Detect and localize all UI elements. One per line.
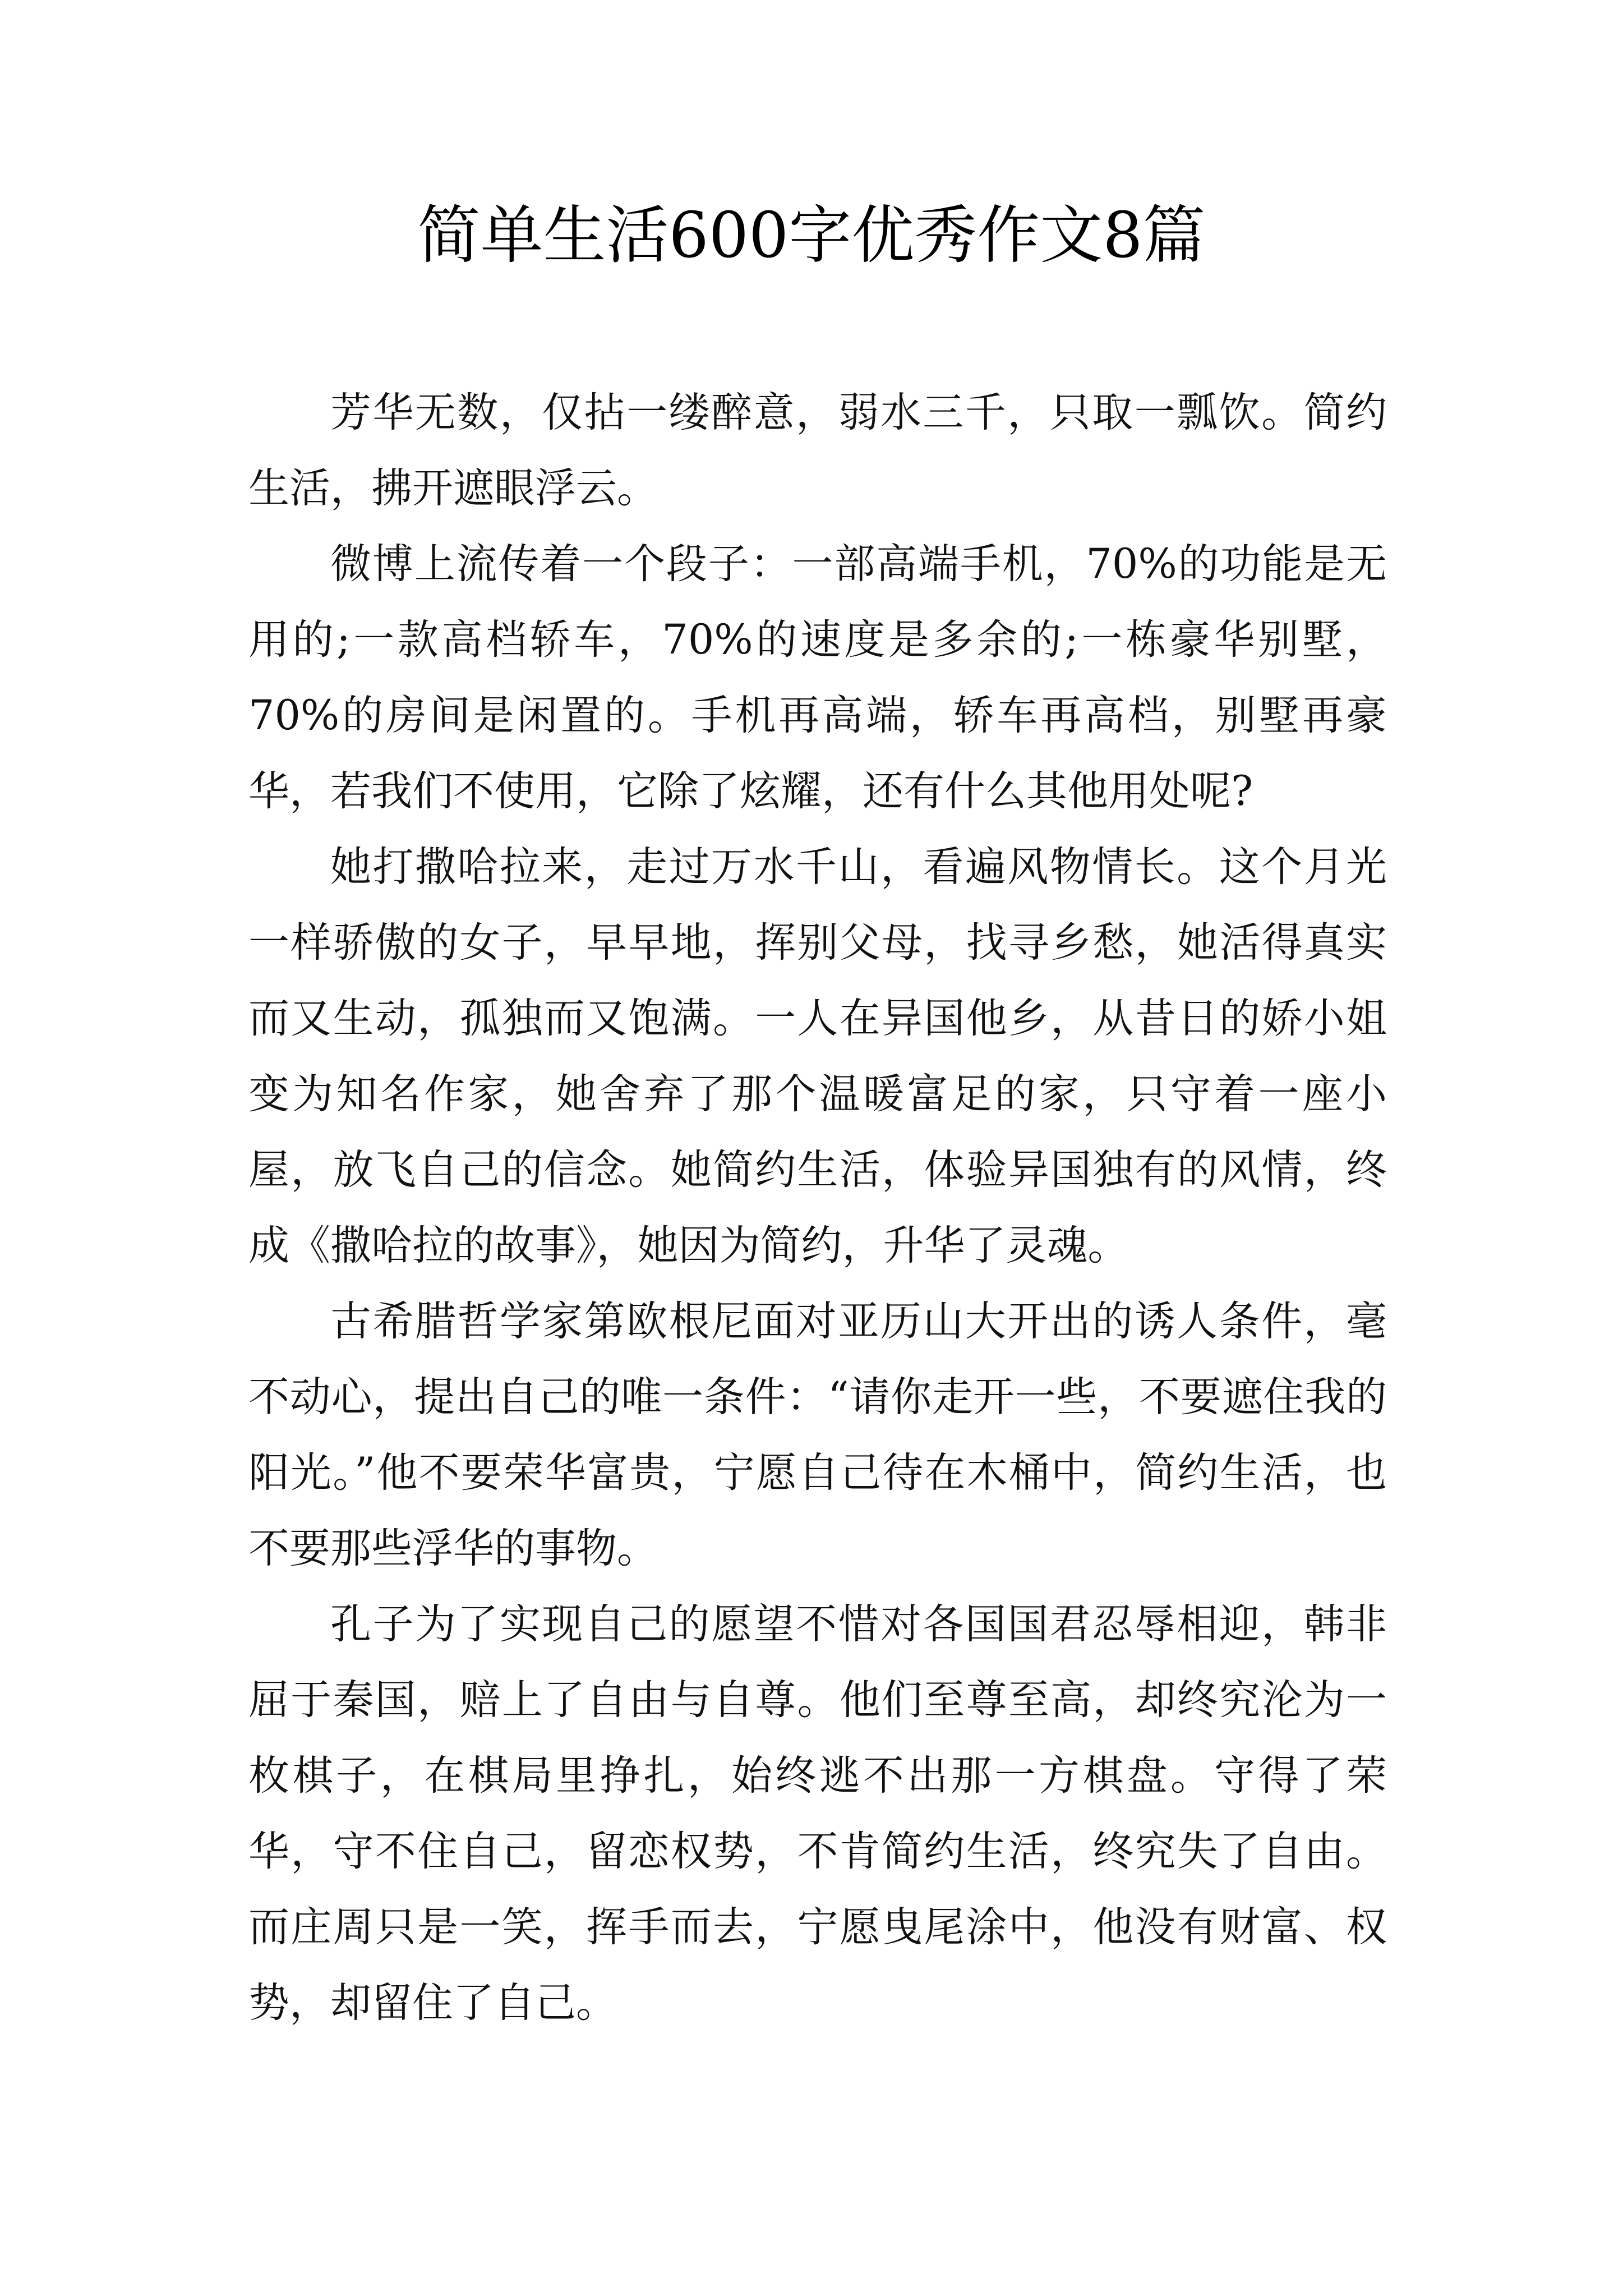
paragraph-1: 芳华无数，仅拈一缕醉意，弱水三千，只取一瓢饮。简约生活，拂开遮眼浮云。 <box>248 389 1387 512</box>
paragraph-2: 微博上流传着一个段子：一部高端手机，70%的功能是无用的;一款高档轿车，70%的速度是多余的;一栋豪华别墅，70%的房间是闲置的。手机再高端，轿车再高档，别墅再豪华，若我们不使用，它除了炫耀，还有什么其他用处呢? <box>248 540 1387 815</box>
paragraph-3: 她打撒哈拉来，走过万水千山，看遍风物情长。这个月光一样骄傲的女子，早早地，挥别父母，找寻乡愁，她活得真实而又生动，孤独而又饱满。一人在异国他乡，从昔日的娇小姐变为知名作家，她舍弃了那个温暖富足的家，只守着一座小屋，放飞自己的信念。她简约生活，体验异国独有的风情，终成《撒哈拉的故事》，她因为简约，升华了灵魂。 <box>248 843 1387 1269</box>
paragraph-5: 孔子为了实现自己的愿望不惜对各国国君忍辱相迎，韩非屈于秦国，赔上了自由与自尊。他们至尊至高，却终究沦为一枚棋子，在棋局里挣扎，始终逃不出那一方棋盘。守得了荣华，守不住自己，留恋权势，不肯简约生活，终究失了自由。而庄周只是一笑，挥手而去，宁愿曳尾涂中，他没有财富、权势，却留住了自己。 <box>248 1600 1387 2027</box>
paragraph-4: 古希腊哲学家第欧根尼面对亚历山大开出的诱人条件，毫不动心，提出自己的唯一条件：“请你走开一些，不要遮住我的阳光。”他不要荣华富贵，宁愿自己待在木桶中，简约生活，也不要那些浮华的事物。 <box>248 1297 1387 1572</box>
document-body <box>248 375 1387 2041</box>
document-title: 简单生活600字优秀作文8篇 <box>417 199 1206 272</box>
